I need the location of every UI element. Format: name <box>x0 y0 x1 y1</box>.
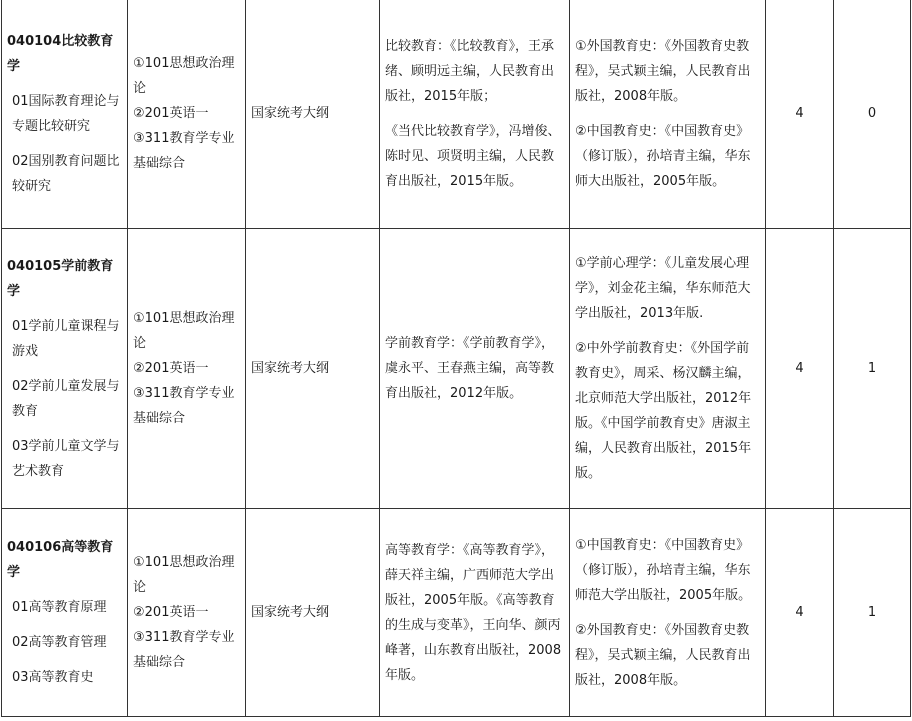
enrollment-count: 4 <box>766 229 834 509</box>
research-direction: 03高等教育史 <box>12 670 94 685</box>
major-cell <box>2 0 128 229</box>
reference-entry: ②中国教育史：《中国教育史》（修订版），孙培青主编，华东师大出版社，2005年版。 <box>575 123 751 189</box>
exam-subject: ①101思想政治理论 <box>133 555 235 595</box>
table-row <box>2 509 911 717</box>
exam-subject: ③311教育学专业基础综合 <box>133 630 235 670</box>
table-row <box>2 0 911 229</box>
reference-books-cell <box>380 0 570 229</box>
reference-entry: 《当代比较教育学》，冯增俊、陈时见、项贤明主编，人民教育出版社，2015年版。 <box>385 123 561 189</box>
exam-scope-cell: 国家统考大纲 <box>246 509 380 717</box>
reference-entry: ①中国教育史：《中国教育史》（修订版），孙培青主编，华东师范大学出版社，2005年版。 <box>575 537 752 603</box>
retest-books-cell <box>570 0 766 229</box>
reference-entry: 比较教育：《比较教育》，王承绪、顾明远主编，人民教育出版社，2015年版； <box>385 38 555 104</box>
research-direction: 01高等教育原理 <box>12 600 107 615</box>
exam-subject: ③311教育学专业基础综合 <box>133 131 235 171</box>
reference-entry: ①学前心理学：《儿童发展心理学》，刘金花主编，华东师范大学出版社，2013年版. <box>575 256 751 321</box>
enrollment-count: 4 <box>766 0 834 229</box>
reference-entry: ②中外学前教育史：《外国学前教育史》，周采、杨汉麟主编，北京师范大学出版社，2012年版。《中国学前教育史》唐淑主编，人民教育出版社，2015年版。 <box>575 341 752 481</box>
reference-books-cell <box>380 509 570 717</box>
research-direction: 02国别教育问题比较研究 <box>12 153 120 194</box>
exam-subjects-cell <box>128 229 246 509</box>
enrollment-count: 4 <box>766 509 834 717</box>
exam-subject: ①101思想政治理论 <box>133 311 235 351</box>
reference-entry: 高等教育学：《高等教育学》，薛天祥主编，广西师范大学出版社，2005年版。《高等教育的生成与变革》，王向华、颜丙峰著，山东教育出版社，2008年版。 <box>385 542 562 683</box>
exam-scope-cell: 国家统考大纲 <box>246 0 380 229</box>
reference-books-cell <box>380 229 570 509</box>
exempt-count: 0 <box>834 0 911 229</box>
exam-subject: ②201英语一 <box>133 106 209 121</box>
retest-books-cell <box>570 229 766 509</box>
table-row <box>2 229 911 509</box>
exam-subjects-cell <box>128 0 246 229</box>
research-direction: 01学前儿童课程与游戏 <box>12 318 120 359</box>
major-title: 040106高等教育学 <box>7 540 114 580</box>
research-direction: 02高等教育管理 <box>12 635 107 650</box>
research-direction: 02学前儿童发展与教育 <box>12 378 120 419</box>
major-cell <box>2 229 128 509</box>
exam-subject: ①101思想政治理论 <box>133 56 235 96</box>
exam-subject: ②201英语一 <box>133 361 209 376</box>
research-direction: 01国际教育理论与专题比较研究 <box>12 93 120 134</box>
reference-entry: ①外国教育史：《外国教育史教程》，吴式颖主编，人民教育出版社，2008年版。 <box>575 38 751 104</box>
exam-subjects-cell <box>128 509 246 717</box>
exam-subject: ②201英语一 <box>133 605 209 620</box>
exam-scope-cell: 国家统考大纲 <box>246 229 380 509</box>
research-direction: 03学前儿童文学与艺术教育 <box>12 438 120 479</box>
major-cell <box>2 509 128 717</box>
retest-books-cell <box>570 509 766 717</box>
reference-entry: 学前教育学：《学前教育学》，虞永平、王春燕主编，高等教育出版社，2012年版。 <box>385 336 555 401</box>
exempt-count: 1 <box>834 229 911 509</box>
exempt-count: 1 <box>834 509 911 717</box>
exam-subject: ③311教育学专业基础综合 <box>133 386 235 426</box>
reference-entry: ②外国教育史：《外国教育史教程》，吴式颖主编，人民教育出版社，2008年版。 <box>575 622 751 688</box>
catalog-table <box>1 0 911 717</box>
major-title: 040104比较教育学 <box>7 33 114 74</box>
major-title: 040105学前教育学 <box>7 258 114 299</box>
